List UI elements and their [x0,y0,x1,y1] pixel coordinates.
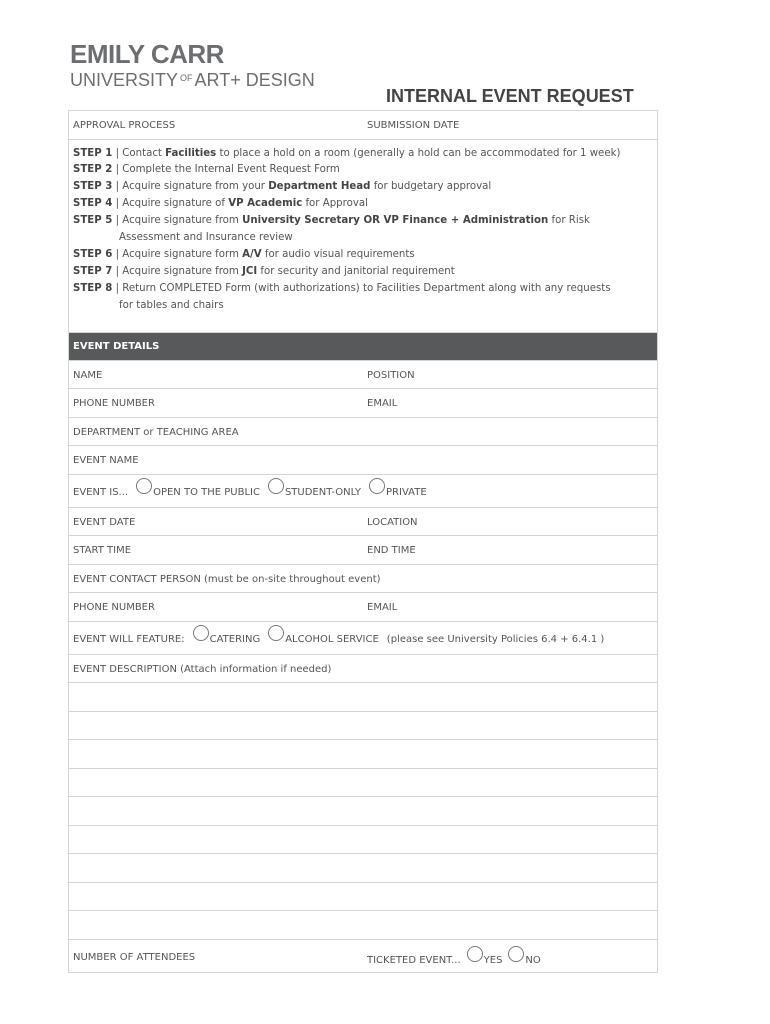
description-line[interactable] [69,826,657,855]
step-item [73,247,653,264]
logo-university: UNIVERSITY [70,70,179,90]
event-details-header: EVENT DETAILS [69,333,657,361]
step-text: Acquire signature form [122,248,243,260]
start-time-field[interactable]: START TIME [73,545,132,556]
radio-catering[interactable] [193,625,209,641]
department-row [69,418,657,447]
open-to-public-label: OPEN TO THE PUBLIC [153,486,260,498]
description-line[interactable] [69,683,657,712]
logo-line-1: EMILY CARR [70,39,224,69]
private-label: PRIVATE [386,486,427,498]
step-separator: | [112,198,123,210]
description-line[interactable] [69,911,657,940]
radio-private[interactable] [369,478,385,494]
step-text-after: for audio visual requirements [261,248,415,260]
step-bold-text: VP Academic [228,198,303,210]
attendees-field[interactable]: NUMBER OF ATTENDEES [73,951,196,963]
steps-list [69,140,657,333]
approval-row [69,111,657,140]
description-line[interactable] [69,769,657,798]
step-item [73,146,653,163]
logo-of: OF [180,73,193,83]
step-bold-text: University Secretary OR VP Finance + Administration [242,215,549,227]
step-text: Acquire signature from [122,265,243,277]
step-text: Return COMPLETED Form (with authorizations) to Facilities Department along with any requests [122,282,611,294]
ticketed-label: TICKETED EVENT... [367,954,461,966]
name-row [69,361,657,390]
catering-label: CATERING [209,633,261,645]
step-number: STEP 5 [73,215,113,227]
step-item [73,162,653,179]
yes-label: YES [483,954,503,966]
student-only-label: STUDENT-ONLY [284,486,362,498]
feature-row [69,622,657,655]
contact-email-field[interactable]: EMAIL [367,602,398,613]
radio-no[interactable] [508,946,524,962]
step-number: STEP 1 [73,147,113,159]
event-name-row [69,446,657,475]
department-field[interactable]: DEPARTMENT or TEACHING AREA [73,426,239,438]
step-separator: | [112,147,123,159]
step-number: STEP 3 [73,181,113,193]
step-text: Acquire signature from your [122,181,269,193]
step-continuation-text: for tables and chairs [119,299,224,311]
step-text-after: for budgetary approval [370,181,492,193]
end-time-field[interactable]: END TIME [367,545,416,556]
feature-label: EVENT WILL FEATURE: [73,633,185,645]
step-number: STEP 8 [73,282,113,294]
time-row [69,536,657,565]
university-logo [70,40,315,90]
radio-yes[interactable] [467,946,483,962]
contact-person-field[interactable]: EVENT CONTACT PERSON (must be on-site throughout event) [73,573,381,585]
description-line[interactable] [69,883,657,912]
step-text: Complete the Internal Event Request Form [122,164,340,176]
step-continuation [73,230,653,247]
approval-process-label: APPROVAL PROCESS [73,120,176,131]
description-line[interactable] [69,854,657,883]
step-continuation-text: Assessment and Insurance review [119,232,293,244]
step-number: STEP 2 [73,164,113,176]
logo-line-2 [70,68,315,90]
description-line[interactable] [69,797,657,826]
description-row [69,655,657,684]
step-text-after: for security and janitorial requirement [257,265,455,277]
contact-phone-row [69,593,657,622]
event-is-row [69,475,657,508]
alcohol-label: ALCOHOL SERVICE [285,633,379,645]
event-is-options [73,475,429,507]
step-bold-text: Department Head [268,181,371,193]
step-item [73,196,653,213]
event-name-field[interactable]: EVENT NAME [73,455,139,466]
alcohol-policy-note: (please see University Policies 6.4 + 6.4.1 ) [386,633,605,645]
radio-student-only[interactable] [268,478,284,494]
phone-field[interactable]: PHONE NUMBER [73,398,155,409]
step-text-after: for Risk [548,215,590,227]
step-item [73,213,653,230]
step-item [73,264,653,281]
radio-alcohol-service[interactable] [268,625,284,641]
step-bold-text: A/V [242,248,262,260]
description-label: EVENT DESCRIPTION (Attach information if needed) [73,663,332,675]
event-request-form [68,110,658,973]
step-number: STEP 6 [73,248,113,260]
step-text: Contact [122,147,166,159]
step-separator: | [112,215,123,227]
description-line[interactable] [69,712,657,741]
attendees-row [69,940,657,972]
form-title: INTERNAL EVENT REQUEST [386,86,634,106]
step-item [73,179,653,196]
no-label: NO [525,954,541,966]
location-field[interactable]: LOCATION [367,516,418,528]
event-is-label: EVENT IS... [73,486,129,498]
event-date-row [69,508,657,537]
contact-person-row [69,565,657,594]
step-bold-text: JCI [242,265,258,277]
name-field[interactable]: NAME [73,369,103,381]
phone-row [69,389,657,418]
step-text-after: to place a hold on a room (generally a hold can be accommodated for 1 week) [216,147,621,159]
step-separator: | [112,248,123,260]
position-field[interactable]: POSITION [367,369,415,381]
step-text: Acquire signature from [122,215,243,227]
step-item [73,281,653,298]
description-line[interactable] [69,740,657,769]
step-separator: | [112,282,123,294]
submission-date-field[interactable]: SUBMISSION DATE [367,120,460,131]
radio-open-to-public[interactable] [136,478,152,494]
event-date-field[interactable]: EVENT DATE [73,516,136,528]
step-text: Acquire signature of [122,198,229,210]
step-separator: | [112,265,123,277]
step-separator: | [112,181,123,193]
logo-art-design: ART+ DESIGN [194,70,315,90]
contact-phone-field[interactable]: PHONE NUMBER [73,602,155,613]
step-bold-text: Facilities [165,147,217,159]
step-text-after: for Approval [302,198,368,210]
step-separator: | [112,164,123,176]
ticketed-options [367,940,541,972]
step-continuation [73,298,653,315]
email-field[interactable]: EMAIL [367,398,398,409]
step-number: STEP 4 [73,198,113,210]
feature-options [73,622,606,654]
step-number: STEP 7 [73,265,113,277]
